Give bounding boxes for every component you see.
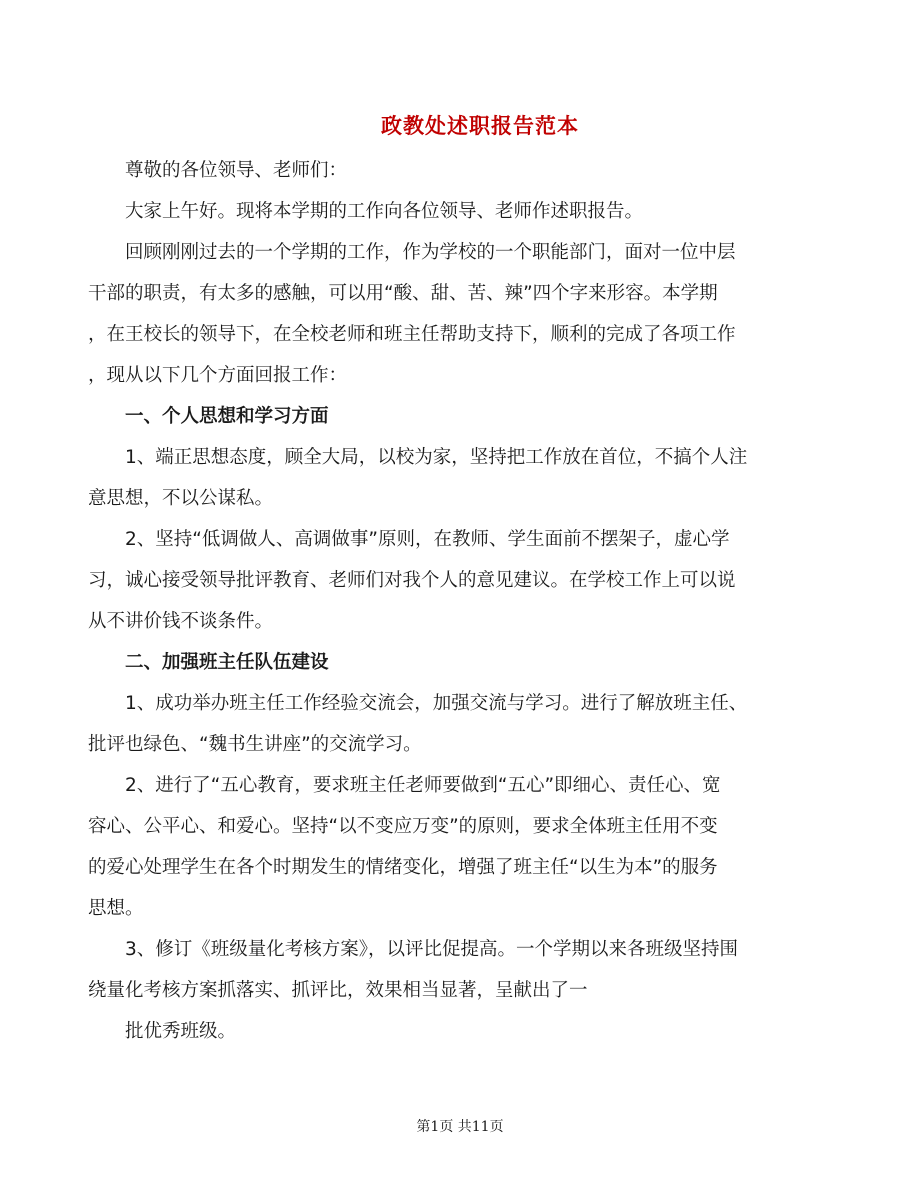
section1-item-2	[88, 519, 836, 642]
section2-item-2	[88, 765, 836, 929]
text-line: ，在王校长的领导下，在全校老师和班主任帮助支持下，顺利的完成了各项工作	[88, 324, 736, 345]
text-line: 干部的职责，有太多的感触，可以用“酸、甜、苦、辣”四个字来形容。本学期	[88, 283, 718, 304]
section-heading-2: 二、加强班主任队伍建设	[125, 652, 329, 673]
text-line: 1、端正思想态度，顾全大局，以校为家，坚持把工作放在首位，不搞个人注	[125, 447, 748, 468]
text-line: 思想。	[88, 898, 144, 919]
text-line: 2、进行了“五心教育，要求班主任老师要做到“五心”即细心、责任心、宽	[125, 775, 721, 796]
text-line: 意思想，不以公谋私。	[88, 488, 274, 509]
text-line: 容心、公平心、和爱心。坚持“以不变应万变”的原则，要求全体班主任用不变	[88, 816, 718, 837]
salutation-paragraph: 尊敬的各位领导、老师们：	[125, 160, 348, 181]
document-title: 政教处述职报告范本	[381, 113, 579, 138]
text-line: 2、坚持“低调做人、高调做事”原则，在教师、学生面前不摆架子，虚心学	[125, 529, 730, 550]
section2-item-3	[88, 929, 836, 1011]
text-line: 的爱心处理学生在各个时期发生的情绪变化，增强了班主任“以生为本”的服务	[88, 857, 718, 878]
section2-item-1	[88, 683, 836, 765]
text-line: ，现从以下几个方面回报工作：	[88, 365, 348, 386]
text-line: 绕量化考核方案抓落实、抓评比，效果相当显著，呈献出了一	[88, 980, 588, 1001]
text-line: 从不讲价钱不谈条件。	[88, 611, 274, 632]
page-footer: 第1页 共11页	[416, 1119, 504, 1135]
greeting-paragraph: 大家上午好。现将本学期的工作向各位领导、老师作述职报告。	[125, 201, 644, 222]
text-line: 批评也绿色、“魏书生讲座”的交流学习。	[88, 734, 422, 755]
section2-item-3-continuation: 批优秀班级。	[125, 1021, 237, 1042]
section1-item-1	[88, 437, 836, 519]
text-line: 习，诚心接受领导批评教育、老师们对我个人的意见建议。在学校工作上可以说	[88, 570, 736, 591]
text-line: 回顾刚刚过去的一个学期的工作，作为学校的一个职能部门，面对一位中层	[125, 242, 736, 263]
text-line: 1、成功举办班主任工作经验交流会，加强交流与学习。进行了解放班主任、	[125, 693, 748, 714]
section-heading-1: 一、个人思想和学习方面	[125, 406, 329, 427]
text-line: 3、修订《班级量化考核方案》，以评比促提高。一个学期以来各班级坚持围	[125, 939, 739, 960]
document-body	[88, 150, 836, 1052]
intro-paragraph	[88, 232, 836, 396]
